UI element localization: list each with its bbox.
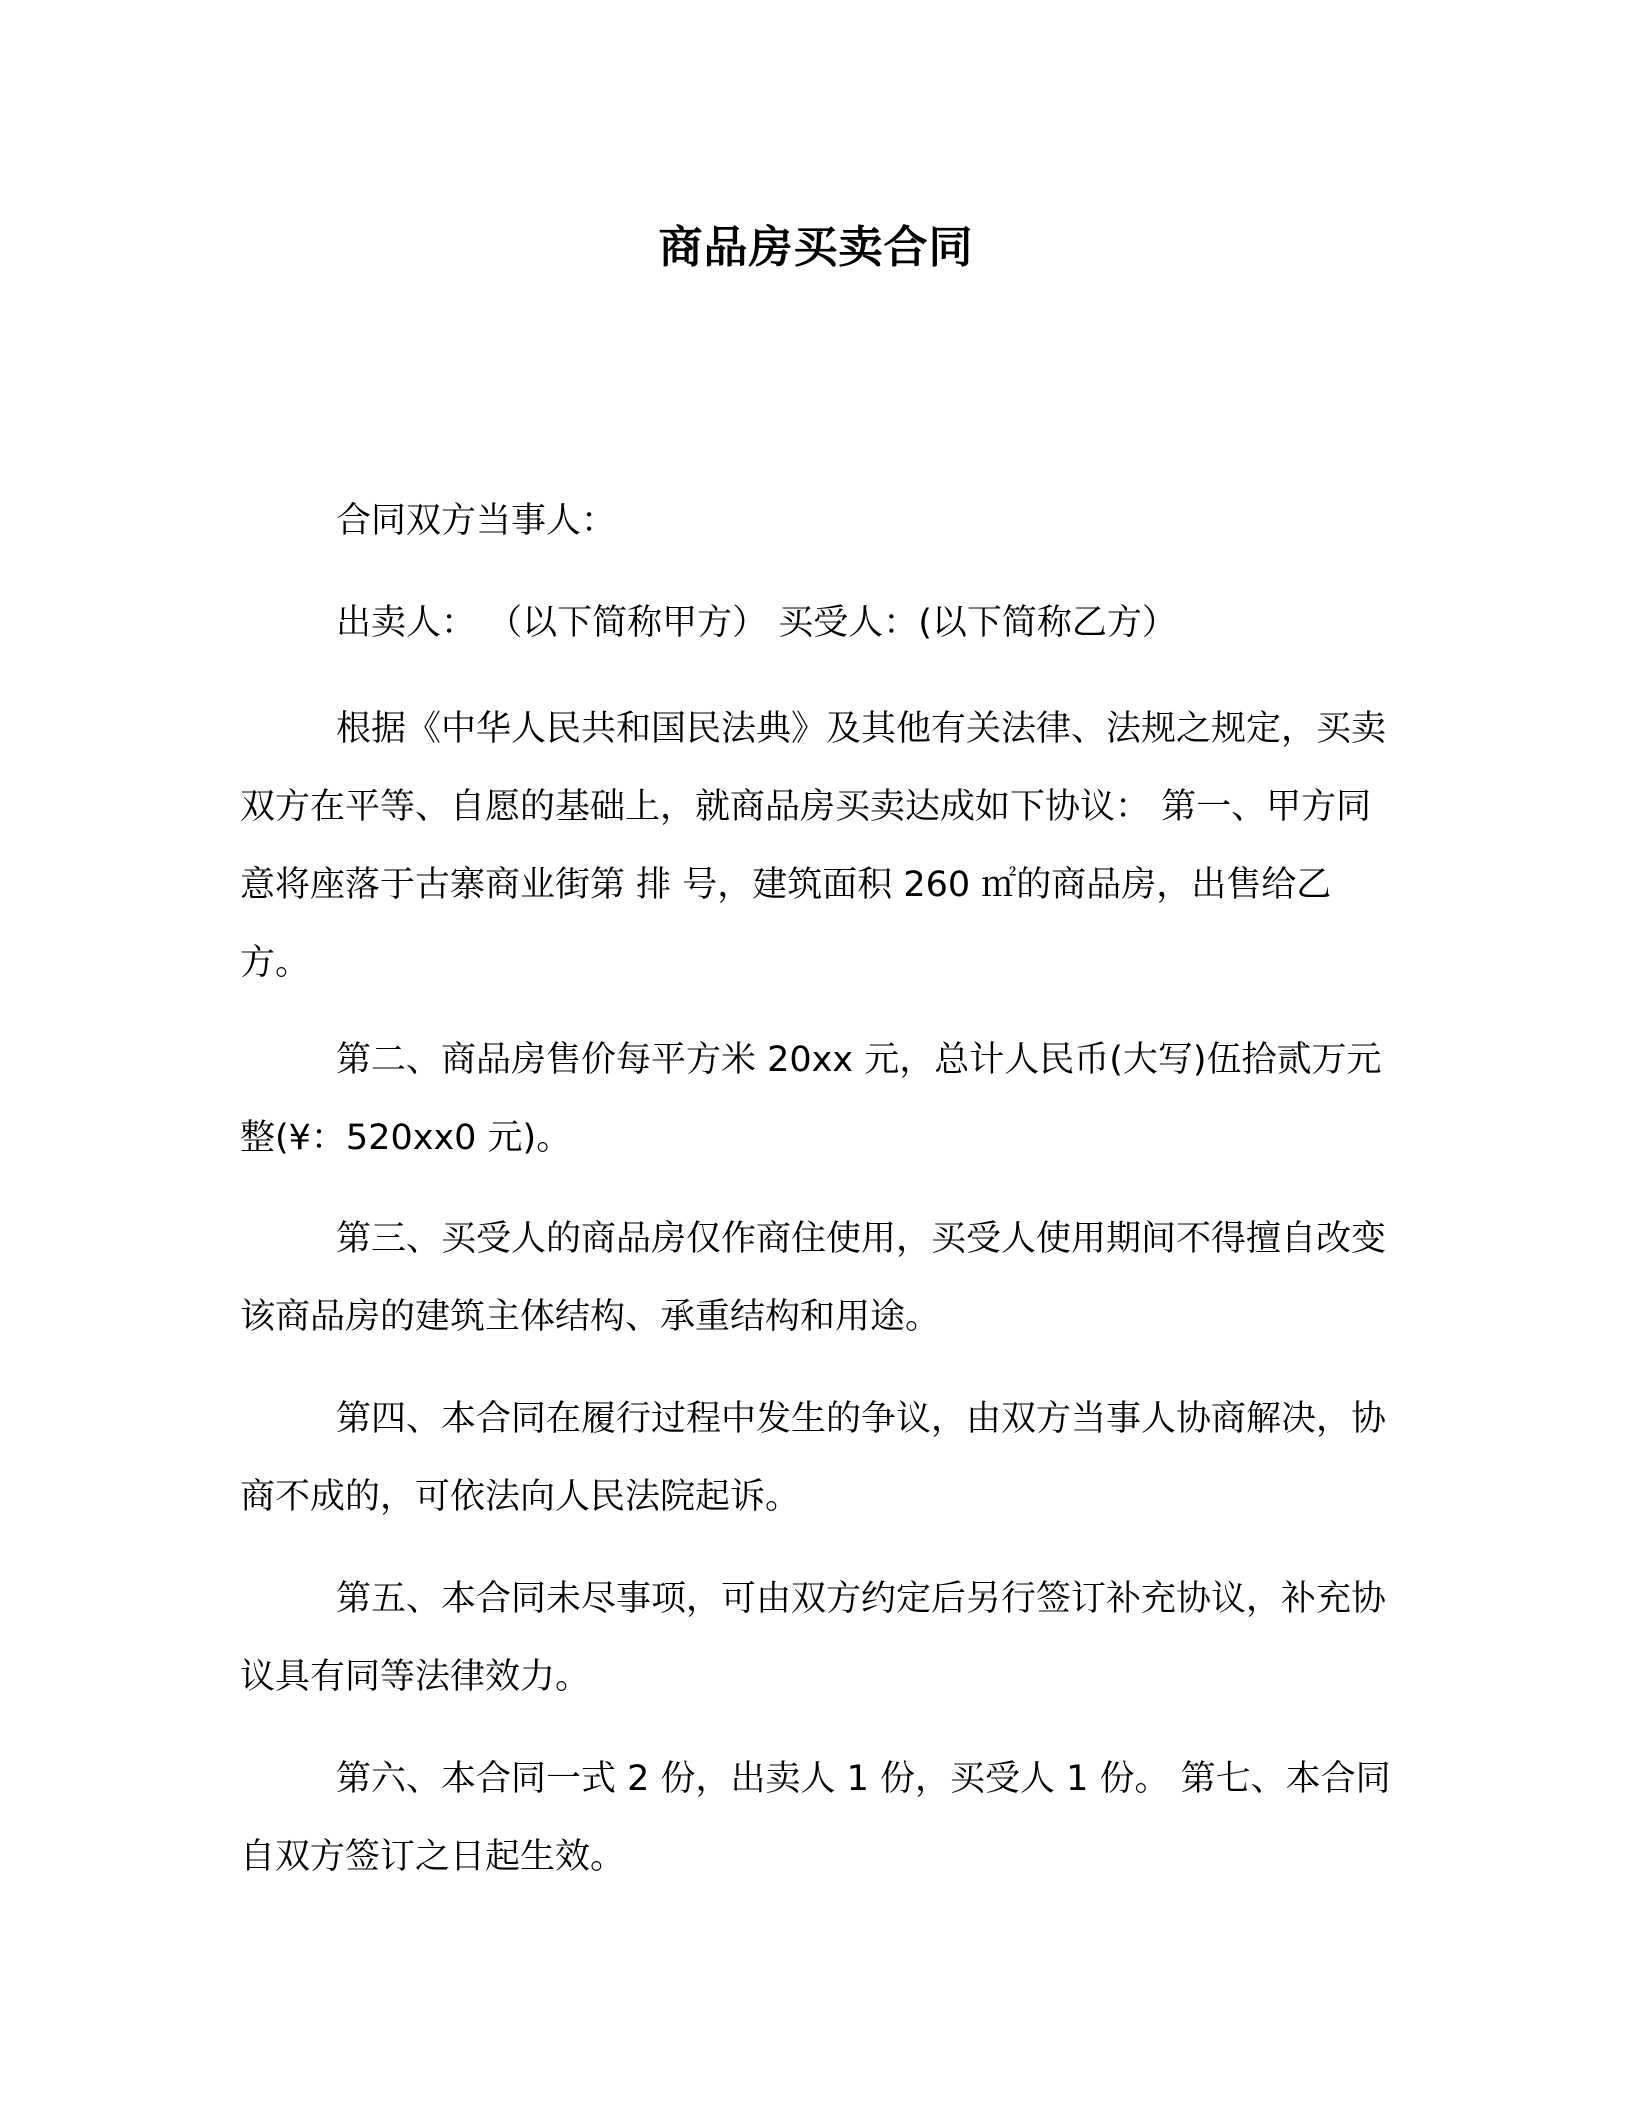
document-title: 商品房买卖合同: [658, 222, 974, 273]
clause-one: 根据《中华人民共和国民法典》及其他有关法律、法规之规定，买卖双方在平等、自愿的基础上，就商品房买卖达成如下协议： 第一、甲方同意将座落于古寨商业街第 排 号，建筑面积 260 ㎡的商品房，出售给乙方。: [240, 709, 1387, 983]
parties-line: 出卖人： （以下简称甲方） 买受人：(以下简称乙方）: [336, 603, 1177, 643]
clause-three: 第三、买受人的商品房仅作商住使用，买受人使用期间不得擅自改变该商品房的建筑主体结构、承重结构和用途。: [240, 1219, 1387, 1337]
parties-heading: 合同双方当事人：: [336, 501, 617, 541]
clause-five: 第五、本合同未尽事项，可由双方约定后另行签订补充协议，补充协议具有同等法律效力。: [240, 1579, 1387, 1697]
clause-two: 第二、商品房售价每平方米 20xx 元，总计人民币(大写)伍拾贰万元整(¥：520xx0 元)。: [240, 1040, 1382, 1158]
clause-six-seven: 第六、本合同一式 2 份，出卖人 1 份，买受人 1 份。 第七、本合同自双方签订之日起生效。: [240, 1759, 1391, 1877]
clause-four: 第四、本合同在履行过程中发生的争议，由双方当事人协商解决，协商不成的，可依法向人民法院起诉。: [240, 1399, 1387, 1517]
